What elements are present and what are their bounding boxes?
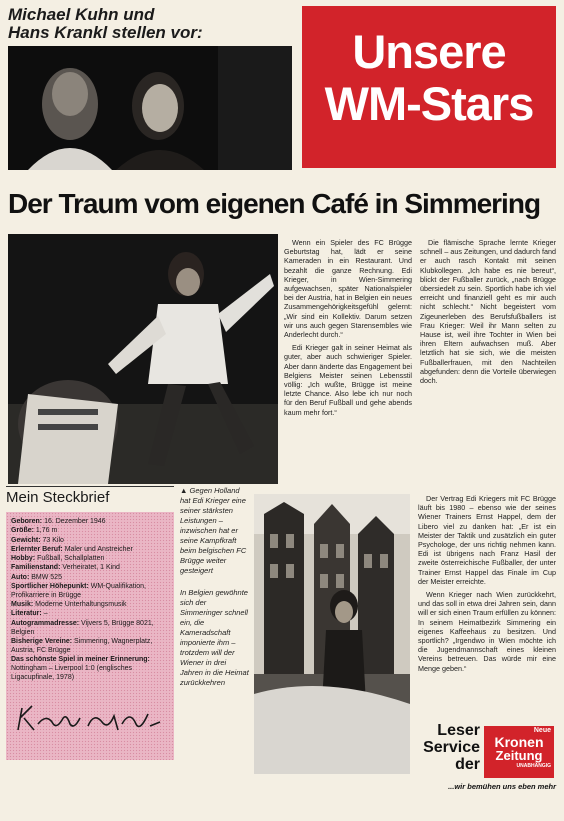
- steckbrief-row: [11, 564, 169, 573]
- service-line-2: Service: [423, 739, 480, 756]
- logo-kronen: Kronen: [494, 734, 544, 750]
- match-action-photo: [8, 234, 278, 484]
- steckbrief-row: [11, 610, 169, 619]
- logo-unabhaengig: UNABHÄNGIG: [516, 763, 551, 769]
- signature-image: [10, 700, 170, 740]
- kronen-zeitung-logo: [484, 726, 554, 778]
- presenters-line-1: Michael Kuhn und: [8, 5, 155, 24]
- service-line-1: Leser: [437, 722, 480, 739]
- steckbrief-rows: [11, 518, 169, 682]
- match-action-graphic: [8, 234, 278, 484]
- steckbrief-value: Fußball, Schallplatten: [37, 555, 105, 563]
- article-headline: Der Traum vom eigenen Café in Simmering: [8, 188, 541, 219]
- steckbrief-value: Nottingham – Liverpool 1:0 (englisches Ligacupfinale, 1978): [11, 664, 133, 681]
- leser-service-box: [418, 722, 556, 792]
- caption-lower: In Belgien gewöhnte sich der Simmeringer schnell ein, die Kameradschaft imponierte ihm – trotzdem will der Wiener in drei Jahren in die Heimat zurückkehren: [180, 588, 249, 687]
- steckbrief-row: [11, 601, 169, 610]
- article-column-2: [420, 238, 556, 389]
- article-paragraph: Wenn Krieger nach Wien zurückkehrt, und das soll in etwa drei Jahren sein, dann will er sich einen Traum erfüllen zu können: In seinem Heimatbezirk Simmering ein eigenes Kaffeehaus zu besitzen. Und sportlich? „Irgendwo in Wien möchte ich die Jugendmannschaft eines kleinen Vereins betreuen. Das würde mir eine Menge geben.“: [418, 590, 556, 673]
- steckbrief-value: Vijvers 5, Brügge 8021, Belgien: [11, 619, 154, 636]
- steckbrief-value: Moderne Unterhaltungsmusik: [35, 601, 127, 609]
- steckbrief-key: Sportlicher Höhepunkt:: [11, 583, 89, 591]
- signature-graphic: [10, 700, 170, 740]
- steckbrief-row: [11, 546, 169, 555]
- steckbrief-key: Literatur:: [11, 610, 42, 618]
- caption-text-1: Gegen Holland hat Edi Krieger eine seiner stärksten Leistungen – inzwischen hat er seine Kampfkraft beim belgischen FC Brügge weiter gesteigert: [180, 486, 247, 575]
- steckbrief-value: 73 Kilo: [42, 536, 64, 544]
- article-paragraph: Wenn ein Spieler des FC Brügge Geburtstag hat, lädt er seine Kameraden in ein Restaurant. Und bezahlt die ganze Rechnung. Edi Krieger, in Wien-Simmering aufgewachsen, später Nationalspieler bei der Austria, hat in Belgien ein neues Zusammengehörigkeitsgefühl gelernt: „Wir sind ein Kollektiv. Darum setzen wir uns auch gegen Starensembles wie Anderlecht durch.“: [284, 238, 412, 340]
- steckbrief-row: [11, 620, 169, 638]
- presenters-photo: [8, 46, 292, 170]
- steckbrief-key: Musik:: [11, 601, 34, 609]
- steckbrief-value: Simmering, Wagnerplatz, Austria, FC Brügge: [11, 637, 153, 654]
- steckbrief-value: 1,76 m: [35, 527, 58, 535]
- logo-neue: Neue: [533, 727, 551, 734]
- presenters-line-2: Hans Krankl stellen vor:: [8, 23, 203, 42]
- steckbrief-row: [11, 574, 169, 583]
- article-paragraph: Die flämische Sprache lernte Krieger schnell – aus Zeitungen, und dadurch fand er auch rasch Kontakt mit seinen Klubkollegen. „Ich habe es nie bereut“, blickt der Fußballer zurück, „nach Brügge übersiedelt zu sein. Sportlich habe ich viel erreicht und finanziell geht es mir auch nicht schlecht.“ Nicht begeistert vom Zigeunerleben des Berufsfußballers ist Frau Krieger: Weil ihr Mann selten zu Hause ist, weil ihre Tochter in Wien bei ihren Eltern aufwachsen muß. Aber letztlich hat sie sich, wie die meisten Fußballerfrauen, mit den Nachteilen abgefunden: denn die Vorteile überwiegen doch.: [420, 238, 556, 386]
- bruges-street-graphic: [254, 494, 410, 774]
- steckbrief-value: –: [43, 610, 48, 618]
- up-arrow-icon: ▲: [180, 486, 188, 495]
- steckbrief-key: Erlernter Beruf:: [11, 545, 63, 553]
- steckbrief-key: Gewicht:: [11, 536, 41, 544]
- steckbrief-title: Mein Steckbrief: [6, 486, 174, 507]
- steckbrief-key: Das schönste Spiel in meiner Erinnerung:: [11, 655, 150, 663]
- series-title: [302, 6, 556, 168]
- steckbrief-row: [11, 537, 169, 546]
- steckbrief-row: [11, 656, 169, 682]
- service-line-3: der: [455, 756, 480, 773]
- steckbrief-key: Autogrammadresse:: [11, 619, 80, 627]
- logo-zeitung: Zeitung: [495, 748, 543, 763]
- steckbrief-value: Verheiratet, 1 Kind: [62, 564, 120, 572]
- steckbrief-row: [11, 638, 169, 656]
- leser-service-label: [418, 722, 480, 773]
- steckbrief-key: Größe:: [11, 527, 34, 535]
- steckbrief-value: Maler und Anstreicher: [64, 545, 133, 553]
- presenters-heading: [8, 6, 298, 42]
- series-title-line-1: Unsere: [352, 25, 506, 78]
- steckbrief-value: BMW 525: [31, 573, 62, 581]
- steckbrief-row: [11, 527, 169, 536]
- service-tagline: ...wir bemühen uns eben mehr: [448, 782, 556, 791]
- steckbrief-row: [11, 555, 169, 564]
- steckbrief-row: [11, 518, 169, 527]
- steckbrief-value: WM-Qualifikation, Profikarriere in Brügge: [11, 583, 146, 599]
- steckbrief-row: [11, 583, 169, 601]
- presenters-photo-graphic: [8, 46, 292, 170]
- steckbrief-key: Auto:: [11, 573, 30, 581]
- article-column-1: [284, 238, 412, 421]
- bruges-street-photo: [254, 494, 410, 774]
- steckbrief-key: Familienstand:: [11, 564, 61, 572]
- photo-caption: [180, 486, 250, 688]
- steckbrief-key: Geboren:: [11, 518, 43, 525]
- caption-upper: [180, 486, 250, 576]
- article-paragraph: Der Vertrag Edi Kriegers mit FC Brügge läuft bis 1980 – ebenso wie der seines Wiener Trainers Ernst Happel, dem der Libero viel zu danken hat: „Er ist ein Meister der Taktik und zusätzlich ein guter Psychologe, der uns richtig nehmen kann. Edi ist übrigens nach Franz Hasil der zweite österreichische Fußballer, der unter Trainer Ernst Happel das Finale im Cup der Meister erreichte.: [418, 494, 556, 586]
- steckbrief-key: Bisherige Vereine:: [11, 637, 73, 645]
- article-column-3: [418, 494, 556, 677]
- series-title-line-2: WM-Stars: [324, 77, 534, 130]
- article-paragraph: Edi Krieger galt in seiner Heimat als guter, aber auch schwieriger Spieler. Aber dann änderte das Engagement bei Belgiens Meister seinen Lebensstil völlig: „Ich wußte, Brügge ist meine letzte Chance. Also lebe ich nur noch für den Beruf Fußball und gehe abends kaum mehr fort.“: [284, 343, 412, 417]
- steckbrief-key: Hobby:: [11, 555, 36, 563]
- steckbrief-value: 16. Dezember 1946: [44, 518, 106, 525]
